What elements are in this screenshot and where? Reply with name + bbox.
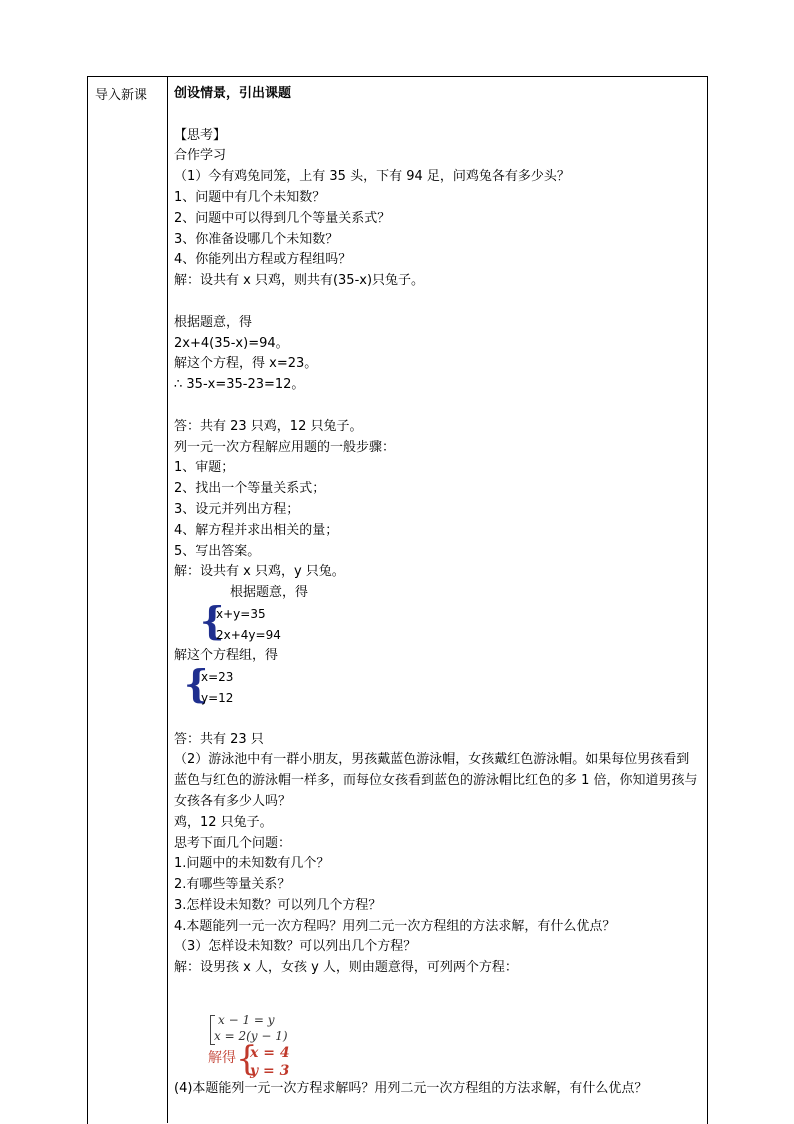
list-item: 3、你准备设哪几个未知数？ [174, 231, 339, 247]
solution-3: 解：设男孩 x 人，女孩 y 人，则由题意得，可列两个方程： [174, 960, 518, 976]
list-item: 2.有哪些等量关系？ [174, 877, 291, 893]
list-item: 1、问题中有几个未知数？ [174, 189, 326, 205]
list-item: 3.怎样设未知数？可以列几个方程？ [174, 897, 382, 913]
by-meaning: 根据题意，得 [174, 314, 253, 330]
list-item: 2、问题中可以得到几个等量关系式？ [174, 210, 391, 226]
list-item: 2、找出一个等量关系式； [174, 481, 326, 497]
equation-system-1 [174, 597, 699, 646]
therefore-line: ∴ 35-x=35-23=12。 [174, 377, 305, 393]
result-line: y = 3 [250, 1063, 290, 1080]
result-line: x = 4 [250, 1045, 290, 1062]
equation-system-2 [174, 660, 699, 709]
list-item: 4.本题能列一元一次方程吗？用列二元一次方程组的方法求解，有什么优点？ [174, 918, 616, 934]
solution-2: 解：设共有 x 只鸡，y 只兔。 [174, 564, 345, 580]
brace-icon: { [236, 1039, 258, 1080]
formula-figure [174, 979, 699, 1079]
think-label: 【思考】 [174, 127, 227, 143]
formula-line: x = 2(y − 1) [214, 1029, 288, 1044]
answer-2: 答：共有 23 只 [174, 731, 264, 747]
answer-2-cont: 鸡，12 只兔子。 [174, 814, 273, 830]
system-line: x=23 [201, 669, 234, 684]
column-divider [167, 76, 168, 1123]
list-item: 5、写出答案。 [174, 543, 261, 559]
heading: 创设情景，引出课题 [174, 86, 292, 101]
system-line: y=12 [201, 690, 234, 705]
brace-icon: { [184, 660, 209, 706]
system-line: 2x+4y=94 [216, 627, 281, 642]
list-item: 4、解方程并求出相关的量； [174, 522, 339, 538]
by-meaning-2: 根据题意，得 [230, 585, 309, 601]
list-item: 1.问题中的未知数有几个？ [174, 856, 330, 872]
steps-title: 列一元一次方程解应用题的一般步骤： [174, 439, 396, 455]
system-line: x+y=35 [216, 606, 266, 621]
list-item: 3、设元并列出方程； [174, 501, 300, 517]
question-1: （1）今有鸡兔同笼，上有 35 头，下有 94 足，问鸡兔各有多少头？ [174, 169, 570, 185]
section-label: 导入新课 [95, 88, 148, 103]
formula-line: x − 1 = y [218, 1013, 275, 1028]
coop-label: 合作学习 [174, 148, 227, 164]
question-2: （2）游泳池中有一群小朋友，男孩戴蓝色游泳帽，女孩戴红色游泳帽。如果每位男孩看到蓝色与红色的游泳帽一样多，而每位女孩看到蓝色的游泳帽比红色的多 1 倍，你知道男孩与女孩各有多少人吗？ [174, 752, 698, 809]
lesson-content [174, 84, 699, 1100]
solution-1: 解：设共有 x 只鸡，则共有(35-x)只兔子。 [174, 273, 425, 289]
list-item: 4、你能列出方程或方程组吗？ [174, 252, 352, 268]
think-2: 思考下面几个问题： [174, 835, 292, 851]
brace-icon: { [200, 597, 225, 643]
question-3: （3）怎样设未知数？可以列出几个方程？ [174, 939, 417, 955]
solve-system: 解这个方程组，得 [174, 647, 279, 663]
equation-1: 2x+4(35-x)=94。 [174, 335, 289, 351]
list-item: 1、审题； [174, 460, 235, 476]
solve-equation: 解这个方程，得 x=23。 [174, 356, 318, 372]
question-4: (4)本题能列一元一次方程求解吗？用列二元一次方程组的方法求解，有什么优点？ [174, 1081, 648, 1097]
answer-1: 答：共有 23 只鸡，12 只兔子。 [174, 418, 363, 434]
solve-label: 解得 [208, 1050, 236, 1067]
